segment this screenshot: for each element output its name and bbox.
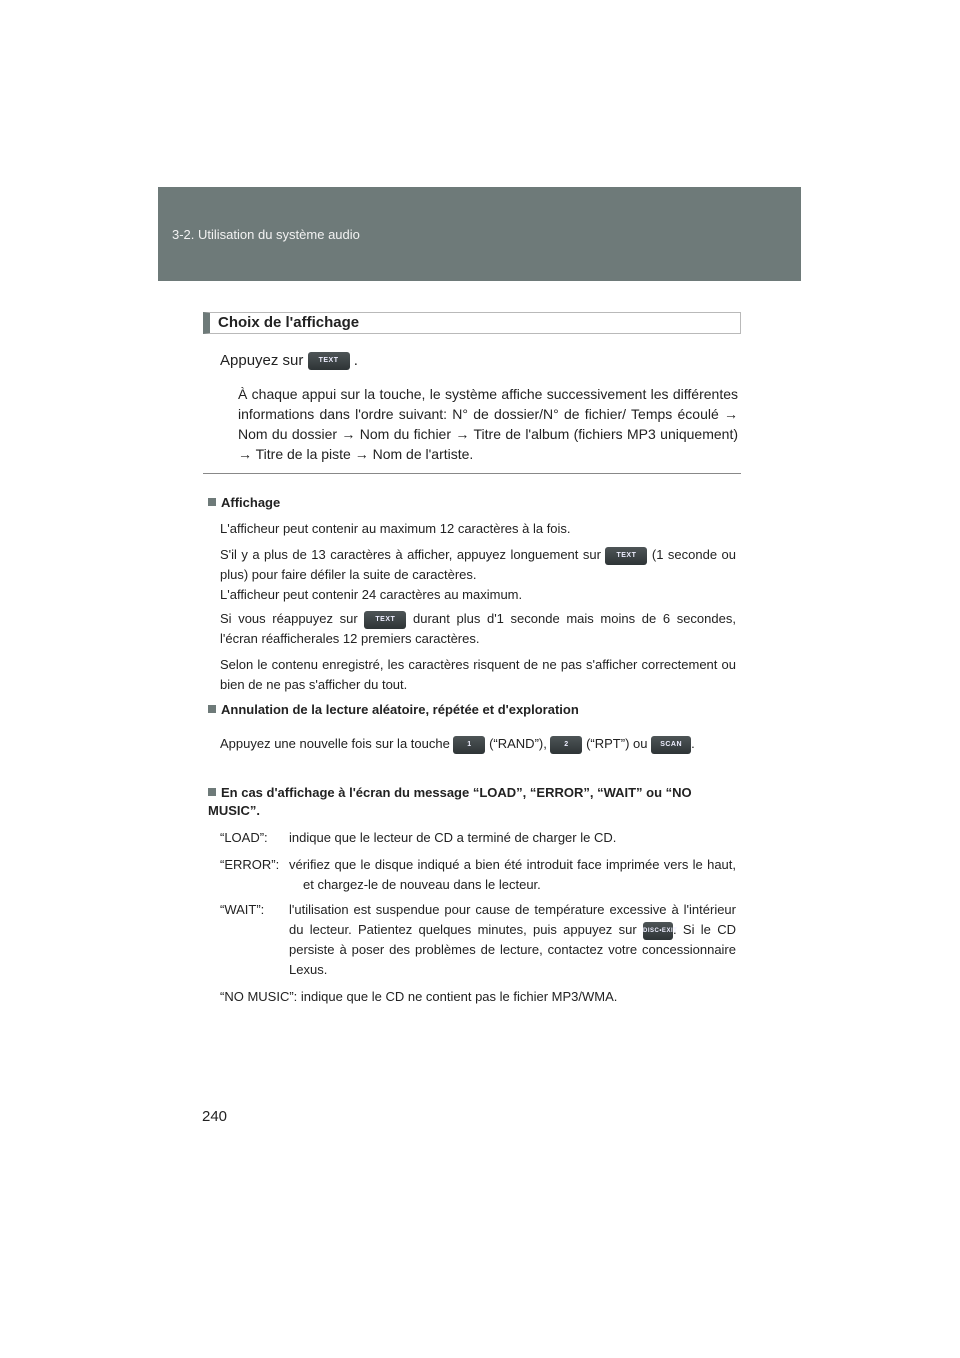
instruction-description: À chaque appui sur la touche, le système affiche successivement les différentes informations dans l'ordre suivant: N° de dossier/N° de fichier/ Temps écoulé → Nom du dossier → Nom du fichier → Titre de l'album (fichiers MP3 uniquement) → Titre de la piste → Nom de l'artiste.: [238, 386, 738, 462]
scan-button-icon: SCAN: [651, 736, 691, 754]
message-value: [289, 900, 736, 980]
instruction-end: .: [353, 352, 358, 369]
square-bullet-icon: [208, 788, 216, 796]
note-text: (“RPT”) ou: [586, 736, 648, 751]
note-paragraph: L'afficheur peut contenir au maximum 12 caractères à la fois.: [220, 521, 571, 536]
square-bullet-icon: [208, 705, 216, 713]
text-button-icon: TEXT: [605, 547, 647, 565]
message-key: “WAIT”:: [220, 902, 265, 917]
message-no-music: [220, 987, 736, 1009]
message-value: indique que le lecteur de CD a terminé de charger le CD.: [289, 830, 617, 845]
instruction-line: [220, 352, 358, 370]
note-text: .: [691, 736, 695, 751]
note-heading-affichage: [208, 494, 738, 512]
note-text: Si vous réappuyez sur: [220, 611, 358, 626]
disc-exit-button-icon: DISC•EXIT: [643, 922, 673, 940]
header-band: [158, 187, 801, 281]
message-key: “ERROR”:: [220, 857, 280, 872]
message-value: vérifiez que le disque indiqué a bien été introduit face imprimée vers le haut, et chargez-le de nouveau dans le lecteur.: [289, 857, 736, 892]
section-title: Choix de l'affichage: [203, 312, 741, 334]
message-text: . Si le CD persiste à poser des problèmes de lecture, contactez votre concessionnaire Lexus.: [289, 922, 736, 977]
message-value: indique que le CD ne contient pas le fichier MP3/WMA.: [300, 989, 618, 1004]
note-paragraph: [220, 545, 736, 585]
button-2-icon: 2: [550, 736, 582, 754]
note-paragraph: L'afficheur peut contenir 24 caractères au maximum.: [220, 587, 523, 602]
note-text: Appuyez une nouvelle fois sur la touche: [220, 736, 450, 751]
note-paragraph: [220, 609, 736, 649]
note-heading-text: En cas d'affichage à l'écran du message “LOAD”, “ERROR”, “WAIT” ou “NO MUSIC”.: [208, 785, 692, 818]
square-bullet-icon: [208, 498, 216, 506]
text-button-icon: TEXT: [364, 611, 406, 629]
message-key: “LOAD”:: [220, 830, 268, 845]
message-key: “NO MUSIC”:: [220, 989, 298, 1004]
divider: [203, 473, 741, 474]
note-heading-text: Annulation de la lecture aléatoire, répétée et d'exploration: [221, 702, 579, 717]
page-number: 240: [202, 1108, 228, 1125]
button-1-icon: 1: [453, 736, 485, 754]
note-heading-annulation: [208, 701, 738, 719]
text-button-icon: TEXT: [308, 352, 350, 370]
chapter-title: 3-2. Utilisation du système audio: [172, 227, 360, 242]
note-text: (1 seconde ou plus) pour faire défiler la suite de caractères.: [220, 547, 736, 582]
message-wait: [220, 900, 736, 980]
note-paragraph: [220, 732, 736, 756]
instruction-text: Appuyez sur: [220, 352, 304, 369]
note-text: S'il y a plus de 13 caractères à afficher, appuyez longuement sur: [220, 547, 601, 562]
note-paragraph: Selon le contenu enregistré, les caractères risquent de ne pas s'afficher correctement ou bien de ne pas s'afficher du tout.: [220, 657, 736, 692]
message-text: l'utilisation est suspendue pour cause de température excessive à l'intérieur du lecteur. Patientez quelques minutes, puis appuyez sur: [289, 902, 736, 937]
message-error: [220, 855, 736, 897]
message-load: [220, 828, 736, 850]
note-text: durant plus d'1 seconde mais moins de 6 secondes, l'écran réafficherales 12 premiers caractères.: [220, 611, 736, 646]
note-heading-messages: [208, 784, 738, 820]
note-heading-text: Affichage: [221, 495, 281, 510]
note-text: (“RAND”),: [489, 736, 547, 751]
